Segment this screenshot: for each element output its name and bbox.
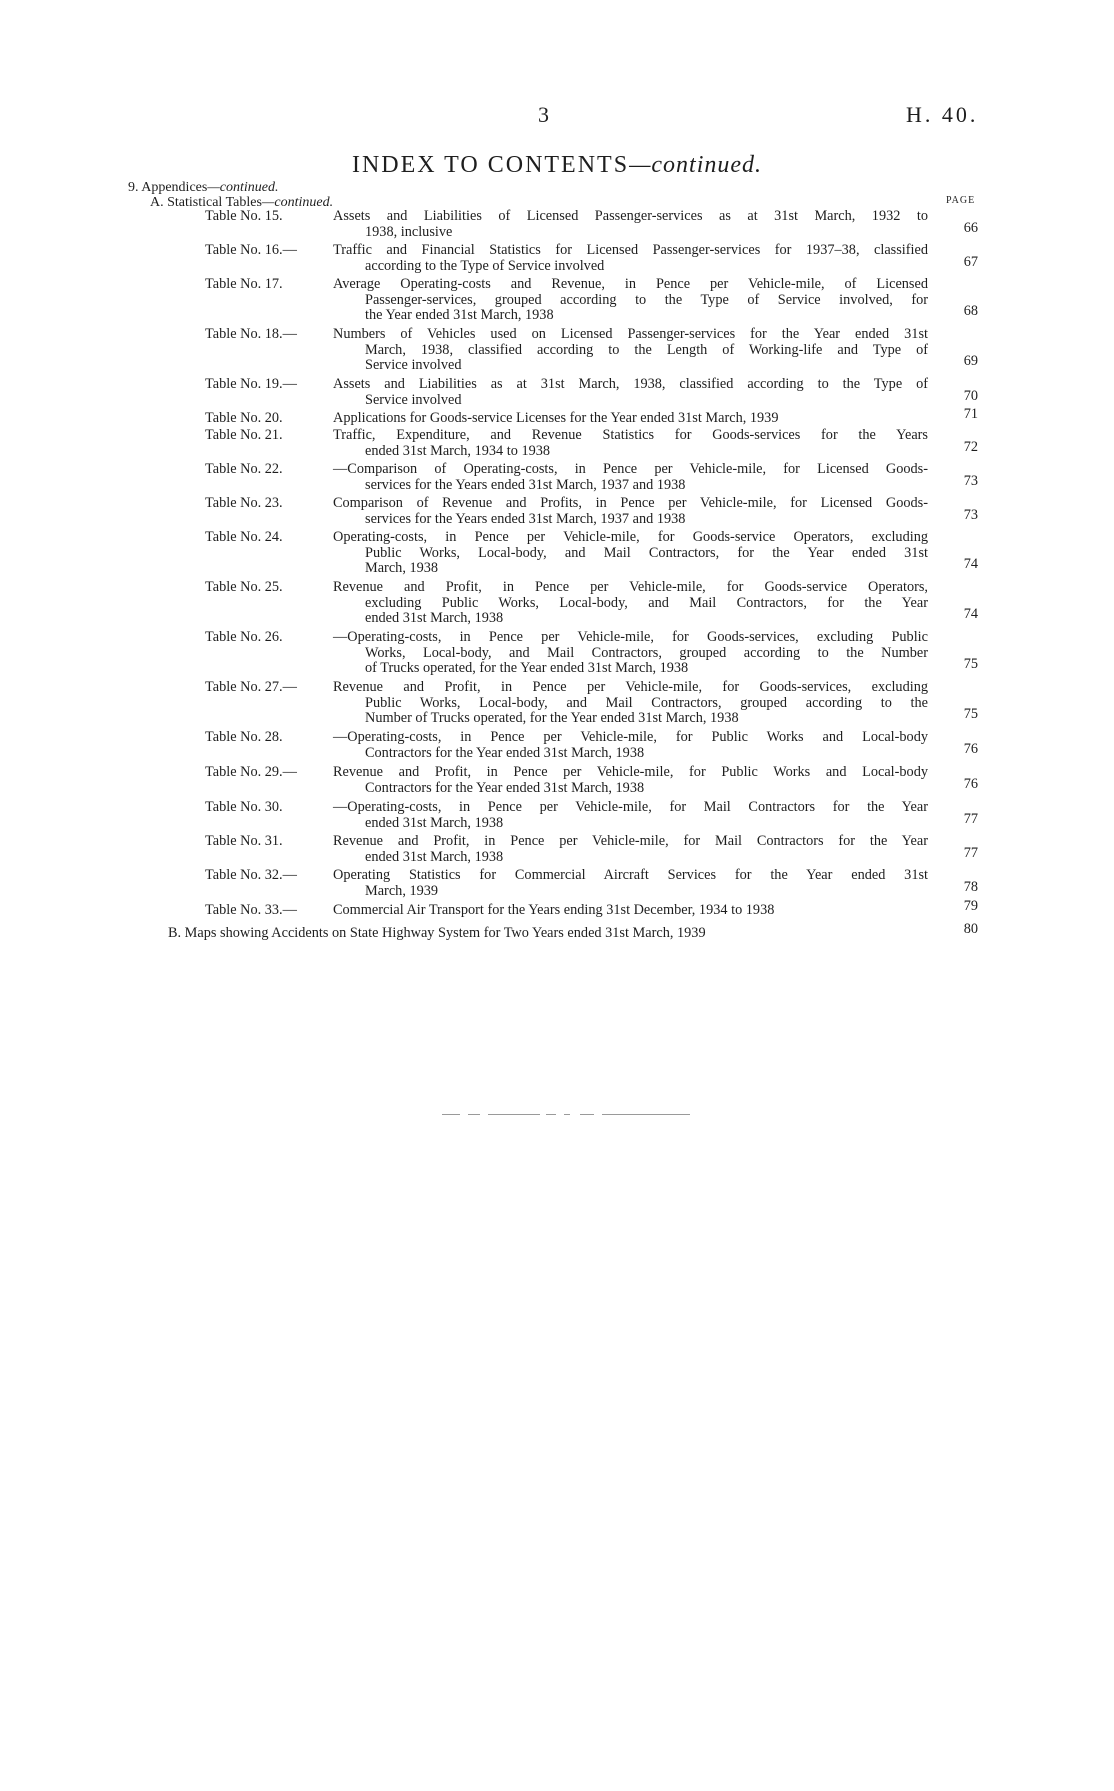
toc-entry-line: excluding Public Works, Local-body, and Mail Contractors, for the Year xyxy=(365,594,928,611)
toc-entry-description xyxy=(333,243,928,274)
toc-entry-page-number: 72 xyxy=(963,438,978,455)
toc-entry-line: March, 1939 xyxy=(365,882,439,899)
toc-entry-line: Revenue and Profit, in Pence per Vehicle-mile, for Goods-services, excluding xyxy=(333,679,928,695)
toc-entry-page-number: 79 xyxy=(963,898,978,914)
toc-entry-label: Table No. 28. xyxy=(205,729,283,745)
appendix-suffix: —continued. xyxy=(207,180,279,195)
toc-entry-line: Operating Statistics for Commercial Aircraft Services for the Year ended 31st xyxy=(333,867,928,883)
toc-entry-description xyxy=(333,530,928,577)
toc-entry-page-number: 74 xyxy=(963,556,978,572)
toc-entry-line: Numbers of Vehicles used on Licensed Passenger-services for the Year ended 31st xyxy=(333,326,928,342)
toc-entry-label: Table No. 30. xyxy=(205,799,283,815)
toc-entry-line: Comparison of Revenue and Profits, in Pence per Vehicle-mile, for Licensed Goods- xyxy=(333,495,928,511)
toc-entry-description xyxy=(333,428,928,459)
toc-entry-page-number: 69 xyxy=(963,353,978,369)
toc-entry-page-number: 67 xyxy=(963,253,978,270)
toc-entry-description xyxy=(333,496,928,527)
toc-entry-page-number: 75 xyxy=(963,656,978,672)
toc-entry-description xyxy=(333,580,928,627)
toc-entry-line: ended 31st March, 1938 xyxy=(365,814,504,831)
toc-entry-line: Revenue and Profit, in Pence per Vehicle-mile, for Public Works and Local-body xyxy=(333,764,928,780)
toc-entry-page-number: 66 xyxy=(963,219,978,236)
toc-entry-line: Public Works, Local-body, and Mail Contractors, for the Year ended 31st xyxy=(365,544,928,561)
toc-entry-line: Public Works, Local-body, and Mail Contractors, grouped according to the xyxy=(365,694,928,711)
toc-entry-line: —Operating-costs, in Pence per Vehicle-mile, for Public Works and Local-body xyxy=(333,729,928,745)
toc-entry-label: Table No. 27.— xyxy=(205,679,297,695)
toc-entry-page-number: 77 xyxy=(963,844,978,861)
toc-entry-page-number: 71 xyxy=(963,406,978,422)
toc-entry-description xyxy=(333,765,928,796)
toc-entry-line: Applications for Goods-service Licenses for the Year ended 31st March, 1939 xyxy=(333,410,779,426)
toc-entry-page-number: 77 xyxy=(963,810,978,827)
toc-entry-line: —Operating-costs, in Pence per Vehicle-mile, for Goods-services, excluding Public xyxy=(333,629,928,645)
toc-entry-description xyxy=(333,277,928,324)
toc-entry-page-number: 78 xyxy=(963,878,978,895)
toc-entry-description xyxy=(333,209,928,240)
section-a-label: A. Statistical Tables xyxy=(150,195,262,210)
page-title-main: INDEX TO CONTENTS xyxy=(351,152,630,178)
toc-entry-line: Number of Trucks operated, for the Year ended 31st March, 1938 xyxy=(365,710,739,726)
toc-entry-description xyxy=(333,903,928,919)
closing-rule xyxy=(442,1114,690,1116)
toc-entry-label: Table No. 24. xyxy=(205,529,283,545)
toc-entry-page-number: 68 xyxy=(963,303,978,319)
toc-entry-line: services for the Years ended 31st March, 1937 and 1938 xyxy=(365,510,686,527)
toc-entry-line: according to the Type of Service involved xyxy=(365,257,605,274)
toc-entry-description xyxy=(333,411,928,427)
section-b-page-number: 80 xyxy=(963,921,978,937)
toc-entry-line: services for the Years ended 31st March, 1937 and 1938 xyxy=(365,476,686,493)
toc-entry-line: March, 1938, classified according to the Length of Working-life and Type of xyxy=(365,341,928,358)
toc-entry-description xyxy=(333,868,928,899)
toc-entry-line: Service involved xyxy=(365,357,462,373)
toc-entry-label: Table No. 20. xyxy=(205,410,283,426)
toc-entry-line: Revenue and Profit, in Pence per Vehicle-mile, for Goods-service Operators, xyxy=(333,579,928,595)
toc-entry-label: Table No. 16.— xyxy=(205,242,297,258)
toc-entry-page-number: 76 xyxy=(963,775,978,792)
toc-entry-label: Table No. 26. xyxy=(205,629,283,645)
page-title xyxy=(0,152,1114,179)
toc-entry-line: Traffic, Expenditure, and Revenue Statistics for Goods-services for the Years xyxy=(333,427,928,443)
toc-entry-page-number: 73 xyxy=(963,506,978,523)
toc-entry-page-number: 70 xyxy=(963,387,978,404)
toc-entry-line: Commercial Air Transport for the Years ending 31st December, 1934 to 1938 xyxy=(333,902,775,918)
section-b-entry: B. Maps showing Accidents on State Highway System for Two Years ended 31st March, 1939 xyxy=(168,925,706,941)
toc-entry-line: ended 31st March, 1934 to 1938 xyxy=(365,442,551,459)
toc-entry-label: Table No. 22. xyxy=(205,461,283,477)
toc-entry-description xyxy=(333,834,928,865)
toc-entry-line: of Trucks operated, for the Year ended 31st March, 1938 xyxy=(365,660,689,676)
toc-entry-label: Table No. 25. xyxy=(205,579,283,595)
toc-entry-description xyxy=(333,327,928,374)
section-a-suffix: —continued. xyxy=(261,195,334,210)
toc-entry-line: —Comparison of Operating-costs, in Pence per Vehicle-mile, for Licensed Goods- xyxy=(333,461,928,477)
toc-entry-description xyxy=(333,377,928,408)
toc-entry-label: Table No. 33.— xyxy=(205,902,297,918)
toc-entry-line: Average Operating-costs and Revenue, in Pence per Vehicle-mile, of Licensed xyxy=(333,276,928,292)
toc-entry-label: Table No. 18.— xyxy=(205,326,297,342)
appendix-label: 9. Appendices xyxy=(128,180,208,195)
toc-entry-line: 1938, inclusive xyxy=(365,223,453,240)
toc-entry-label: Table No. 32.— xyxy=(205,867,297,883)
toc-entry-line: Contractors for the Year ended 31st March, 1938 xyxy=(365,779,645,796)
toc-entry-line: ended 31st March, 1938 xyxy=(365,848,504,865)
toc-entry-line: March, 1938 xyxy=(365,560,439,576)
toc-entry-line: Assets and Liabilities of Licensed Passenger-services as at 31st March, 1932 to xyxy=(333,208,928,224)
toc-entry-description xyxy=(333,680,928,727)
toc-entry-line: ended 31st March, 1938 xyxy=(365,610,504,626)
toc-entry-label: Table No. 29.— xyxy=(205,764,297,780)
toc-entry-page-number: 74 xyxy=(963,606,978,622)
toc-entry-label: Table No. 17. xyxy=(205,276,283,292)
document-reference: H. 40. xyxy=(906,102,979,127)
page-column-header: PAGE xyxy=(946,195,976,206)
toc-entry-line: the Year ended 31st March, 1938 xyxy=(365,307,554,323)
toc-entry-line: —Operating-costs, in Pence per Vehicle-mile, for Mail Contractors for the Year xyxy=(333,799,928,815)
toc-entry-label: Table No. 31. xyxy=(205,833,283,849)
toc-entry-description xyxy=(333,462,928,493)
toc-entry-line: Service involved xyxy=(365,391,462,408)
toc-entry-label: Table No. 19.— xyxy=(205,376,297,392)
page-title-suffix: —continued. xyxy=(629,152,763,178)
page-number: 3 xyxy=(538,102,549,127)
toc-entry-line: Assets and Liabilities as at 31st March, 1938, classified according to the Type of xyxy=(333,376,928,392)
toc-entry-label: Table No. 21. xyxy=(205,427,283,443)
toc-entry-page-number: 76 xyxy=(963,740,978,757)
toc-entry-page-number: 73 xyxy=(963,472,978,489)
toc-entry-label: Table No. 23. xyxy=(205,495,283,511)
toc-entry-line: Passenger-services, grouped according to the Type of Service involved, for xyxy=(365,291,928,308)
toc-entry-line: Contractors for the Year ended 31st March, 1938 xyxy=(365,744,645,761)
appendix-heading xyxy=(128,180,278,196)
toc-entry-description xyxy=(333,630,928,677)
toc-entry-description xyxy=(333,730,928,761)
toc-entry-line: Traffic and Financial Statistics for Licensed Passenger-services for 1937–38, classified xyxy=(333,242,928,258)
toc-entry-page-number: 75 xyxy=(963,706,978,722)
toc-entry-line: Operating-costs, in Pence per Vehicle-mile, for Goods-service Operators, excluding xyxy=(333,529,928,545)
toc-entry-label: Table No. 15. xyxy=(205,208,283,224)
toc-entry-description xyxy=(333,800,928,831)
toc-entry-line: Works, Local-body, and Mail Contractors, grouped according to the Number xyxy=(365,644,928,661)
toc-entry-line: Revenue and Profit, in Pence per Vehicle-mile, for Mail Contractors for the Year xyxy=(333,833,928,849)
